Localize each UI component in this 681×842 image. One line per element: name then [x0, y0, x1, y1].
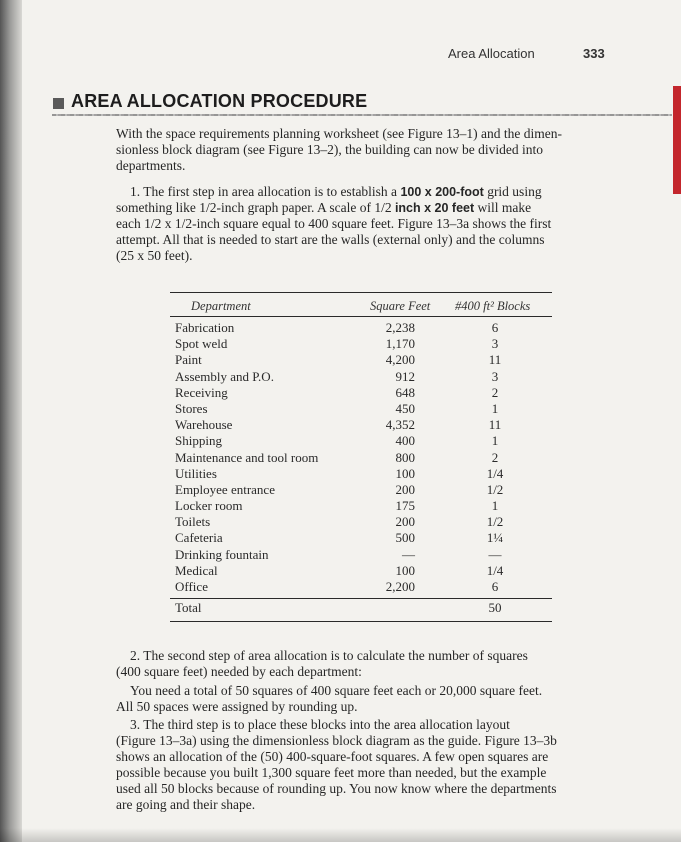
scale-emphasis: inch x 20 feet: [394, 201, 475, 215]
department-cell: Office: [175, 579, 208, 594]
blocks-cell: 2: [491, 449, 499, 465]
total-label: Total: [175, 600, 202, 615]
blocks-cell: 1¼: [486, 530, 504, 546]
step2-line: 2. The second step of area allocation is to calculate the number of squares: [130, 648, 528, 663]
page-number: 333: [583, 46, 605, 61]
step3-line: are going and their shape.: [116, 797, 256, 812]
blocks-cell: 1: [491, 433, 499, 449]
running-head: Area Allocation: [448, 46, 535, 61]
square-feet-cell: 450: [395, 400, 415, 416]
step1-line: attempt. All that is needed to start are the walls (external only) and the columns: [116, 232, 545, 247]
table-row: [175, 482, 552, 498]
blocks-cell: 1/2: [486, 481, 504, 497]
title-rule: [52, 114, 672, 116]
blocks-cell: 11: [488, 417, 502, 433]
table-body: [175, 320, 552, 595]
blocks-cell: 1/2: [486, 514, 504, 530]
table-row: [175, 417, 552, 433]
square-feet-cell: 100: [395, 562, 415, 578]
table-row: [175, 547, 552, 563]
table-row: [175, 320, 552, 336]
section-title: AREA ALLOCATION PROCEDURE: [71, 91, 368, 111]
blocks-cell: 6: [491, 320, 499, 335]
square-feet-cell: 4,200: [385, 352, 415, 368]
department-cell: Cafeteria: [175, 530, 223, 546]
square-feet-cell: 100: [395, 465, 415, 481]
blocks-cell: 3: [491, 336, 499, 352]
blocks-cell: 1/4: [486, 465, 504, 481]
blocks-cell: 1: [491, 400, 499, 416]
department-cell: Medical: [175, 562, 218, 578]
department-cell: Fabrication: [175, 320, 235, 335]
square-feet-cell: 400: [395, 433, 415, 449]
department-cell: Assembly and P.O.: [175, 368, 274, 384]
grid-size-emphasis: 100 x 200-foot: [400, 185, 484, 199]
square-feet-cell: —: [402, 546, 415, 562]
table-row: [175, 498, 552, 514]
blocks-cell: 2: [491, 384, 499, 400]
square-feet-cell: 2,200: [385, 579, 415, 594]
square-feet-cell: 912: [395, 368, 415, 384]
square-feet-cell: 1,170: [385, 336, 415, 352]
page-bottom-shadow: [0, 828, 681, 842]
step2-line: All 50 spaces were assigned by rounding up.: [116, 699, 358, 714]
step1-line: (25 x 50 feet).: [116, 248, 193, 263]
step3-line: shows an allocation of the (50) 400-square-foot squares. A few open squares are: [116, 749, 549, 764]
square-feet-cell: 800: [395, 449, 415, 465]
square-feet-cell: 200: [395, 514, 415, 530]
step3-line: 3. The third step is to place these blocks into the area allocation layout: [130, 717, 510, 732]
header-square-feet: Square Feet: [370, 299, 431, 313]
department-cell: Receiving: [175, 384, 228, 400]
square-feet-cell: 648: [395, 384, 415, 400]
table-row: [175, 385, 552, 401]
blocks-cell: —: [488, 546, 502, 562]
table-row: [175, 466, 552, 482]
blocks-cell: 11: [488, 352, 502, 368]
intro-line: With the space requirements planning worksheet (see Figure 13–1) and the dimen-: [116, 126, 562, 141]
header-blocks: #400 ft² Blocks: [455, 299, 531, 313]
step1-line: each 1/2 x 1/2-inch square equal to 400 square feet. Figure 13–3a shows the first: [116, 216, 552, 231]
step1-line: 1. The first step in area allocation is to establish a 100 x 200-foot grid using: [130, 184, 542, 199]
total-blocks: 50: [488, 600, 502, 615]
department-cell: Toilets: [175, 514, 211, 530]
square-feet-cell: 175: [395, 498, 415, 514]
table-row: [175, 579, 552, 595]
intro-line: sionless block diagram (see Figure 13–2), the building can now be divided into: [116, 142, 544, 157]
square-feet-cell: 2,238: [385, 320, 415, 335]
square-feet-cell: 500: [395, 530, 415, 546]
square-feet-cell: 4,352: [385, 417, 415, 433]
header-department: Department: [191, 299, 251, 313]
table-row: [175, 336, 552, 352]
department-cell: Spot weld: [175, 336, 228, 352]
department-cell: Shipping: [175, 433, 222, 449]
department-cell: Employee entrance: [175, 481, 275, 497]
step3-line: used all 50 blocks because of rounding up. You now know where the departments: [116, 781, 557, 796]
department-cell: Stores: [175, 400, 208, 416]
step1-line: something like 1/2-inch graph paper. A scale of 1/2 inch x 20 feet will make: [116, 200, 532, 215]
intro-line: departments.: [116, 158, 186, 173]
department-cell: Warehouse: [175, 417, 233, 433]
table-row: [175, 401, 552, 417]
table-row: [175, 563, 552, 579]
section-bullet-icon: [53, 98, 64, 109]
step2-line: You need a total of 50 squares of 400 square feet each or 20,000 square feet.: [130, 683, 543, 698]
table-row: [175, 369, 552, 385]
chapter-tab-marker: [673, 86, 681, 194]
blocks-cell: 1: [491, 498, 499, 514]
step3-line: (Figure 13–3a) using the dimensionless block diagram as the guide. Figure 13–3b: [116, 733, 557, 748]
table-row: [175, 433, 552, 449]
book-spine-shadow: [0, 0, 22, 842]
blocks-cell: 6: [491, 579, 499, 594]
table-row: [175, 514, 552, 530]
department-cell: Maintenance and tool room: [175, 449, 319, 465]
department-cell: Drinking fountain: [175, 546, 269, 562]
table-row: [175, 450, 552, 466]
blocks-cell: 1/4: [486, 562, 504, 578]
table-row: [175, 352, 552, 368]
table-top-rule: [170, 292, 552, 293]
table-bottom-rule: [170, 621, 552, 622]
table-total-row: [175, 599, 552, 617]
blocks-cell: 3: [491, 368, 499, 384]
step2-line: (400 square feet) needed by each department:: [116, 664, 362, 679]
step3-line: possible because you built 1,300 square feet more than needed, but the example: [116, 765, 547, 780]
department-cell: Paint: [175, 352, 202, 368]
department-cell: Utilities: [175, 465, 217, 481]
department-cell: Locker room: [175, 498, 243, 514]
square-feet-cell: 200: [395, 481, 415, 497]
table-header-rule: [170, 316, 552, 317]
table-row: [175, 530, 552, 546]
